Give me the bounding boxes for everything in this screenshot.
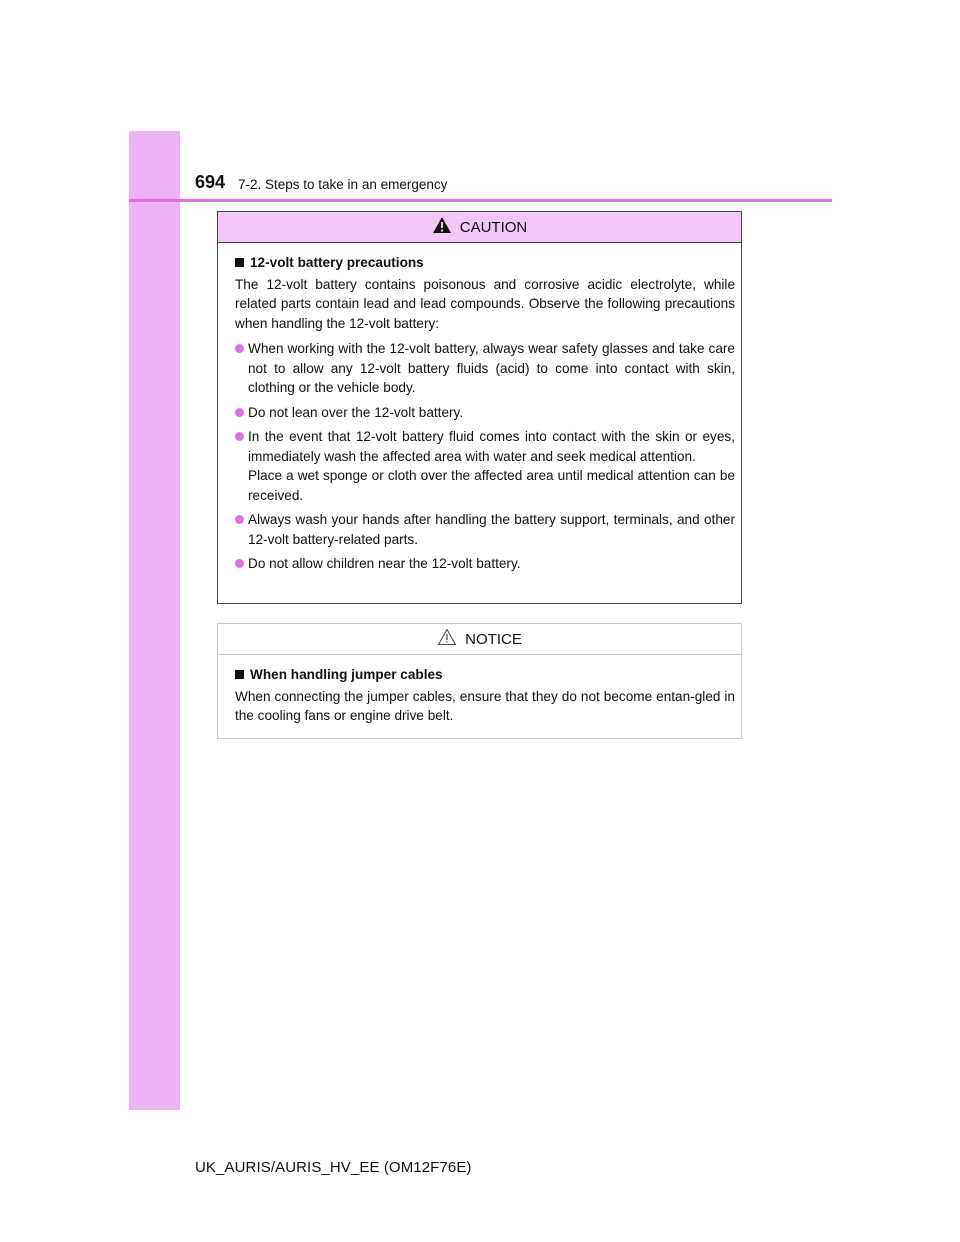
caution-item-title: 12-volt battery precautions [235,253,735,273]
square-bullet-icon [235,670,244,679]
notice-label: NOTICE [465,630,522,648]
caution-body [218,243,741,574]
warning-triangle-icon [432,216,452,238]
page-number: 694 [195,172,226,192]
notice-text: When connecting the jumper cables, ensure that they do not become entan-gled in the cooling fans or engine drive belt. [235,688,735,723]
header-rule [129,199,832,202]
warning-triangle-outline-icon [437,628,457,650]
notice-header [218,624,741,655]
list-item: Do not allow children near the 12-volt battery. [235,554,735,574]
caution-box [217,211,742,604]
notice-box [217,623,742,739]
caution-label: CAUTION [459,218,528,236]
section-title: 7-2. Steps to take in an emergency [238,177,448,192]
caution-header [218,212,741,243]
list-item: When working with the 12-volt battery, always wear safety glasses and take care not to allow any 12-volt battery fluids (acid) to come into contact with skin, clothing or the vehicle body. [235,339,735,398]
caution-bullet-list [235,339,735,574]
notice-item-title: When handling jumper cables [235,665,735,685]
list-item: In the event that 12-volt battery fluid comes into contact with the skin or eyes, immediately wash the affected area with water and seek medical attention. Place a wet sponge or cloth over the affected area until medical attention can be received. [235,427,735,505]
list-item: Do not lean over the 12-volt battery. [235,403,735,423]
notice-body [218,655,741,726]
footer-code: UK_AURIS/AURIS_HV_EE (OM12F76E) [195,1159,472,1176]
side-tab [129,131,180,1110]
caution-intro: The 12-volt battery contains poisonous and corrosive acidic electrolyte, while related parts contain lead and lead compounds. Observe the following precautions when handling the 12-volt battery: [235,276,735,331]
square-bullet-icon [235,258,244,267]
list-item: Always wash your hands after handling the battery support, terminals, and other 12-volt battery-related parts. [235,510,735,549]
